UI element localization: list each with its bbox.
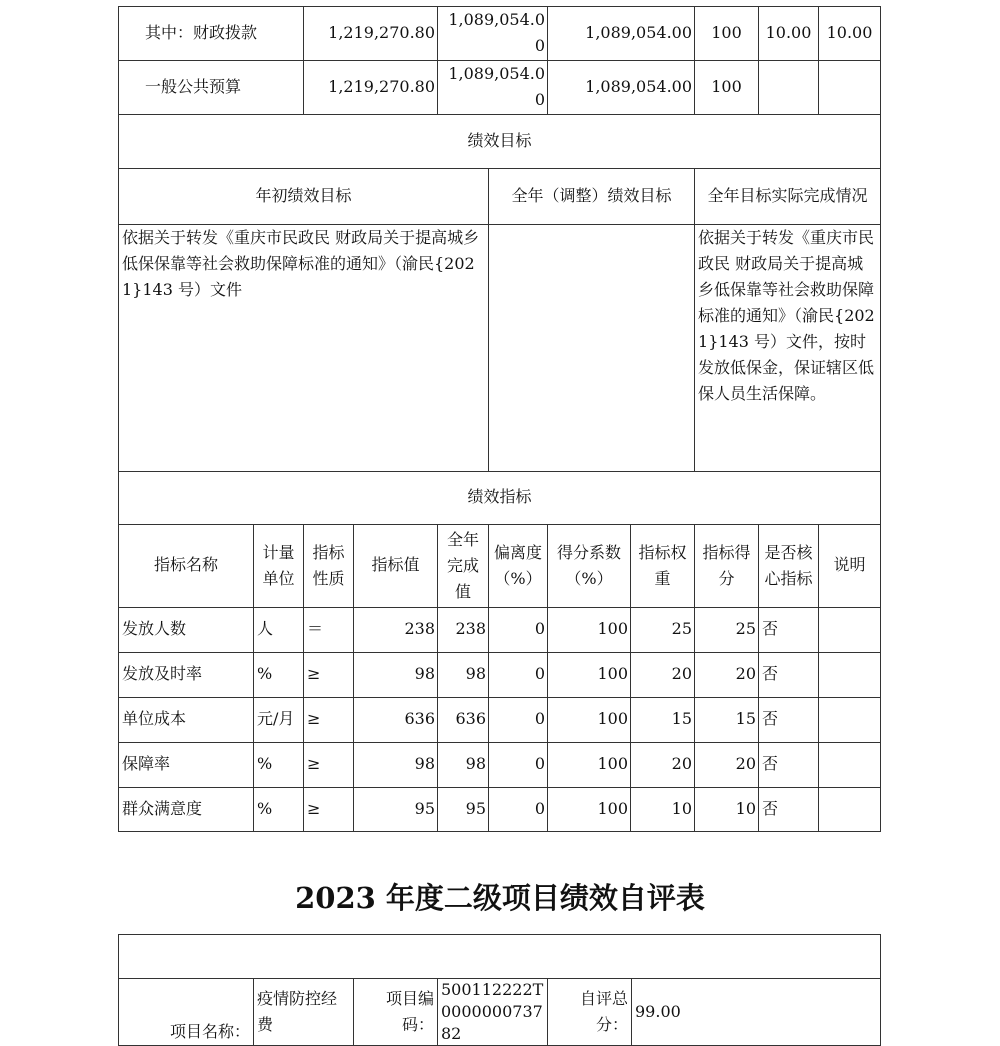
project-info-row	[119, 979, 881, 1046]
funding-row-general	[119, 60, 881, 114]
blank-row	[119, 935, 881, 979]
table-row	[119, 742, 881, 787]
project-code-label: 项目编码：	[354, 979, 438, 1046]
indicator-core: 否	[759, 652, 819, 697]
indicator-weight: 10	[631, 787, 695, 831]
indicator-coefficient: 100	[548, 652, 631, 697]
indicator-core: 否	[759, 742, 819, 787]
header-indicator-name: 指标名称	[119, 524, 254, 607]
indicator-actual: 95	[438, 787, 489, 831]
indicator-nature: ≥	[304, 697, 354, 742]
indicator-target: 238	[354, 607, 438, 652]
project-info-table	[118, 934, 881, 1046]
indicator-name: 群众满意度	[119, 787, 254, 831]
indicator-unit: 元/月	[254, 697, 304, 742]
funding-label: 其中：财政拨款	[119, 7, 304, 61]
header-score: 指标得分	[695, 524, 759, 607]
indicator-actual: 636	[438, 697, 489, 742]
goals-header-row	[119, 168, 881, 224]
goal-actual-text: 依据关于转发《重庆市民政民 财政局关于提高城乡低保靠等社会救助保障标准的通知》（渝民{2021}143 号）文件，按时发放低保金，保证辖区低保人员生活保障。	[695, 224, 881, 471]
indicator-core: 否	[759, 697, 819, 742]
goals-section-title: 绩效目标	[119, 114, 881, 168]
indicator-name: 单位成本	[119, 697, 254, 742]
funding-executed: 1,089,054.00	[548, 7, 695, 61]
indicator-unit: 人	[254, 607, 304, 652]
funding-score: 10.00	[819, 7, 881, 61]
indicator-score: 25	[695, 607, 759, 652]
funding-executed: 1,089,054.00	[548, 60, 695, 114]
indicators-section-title: 绩效指标	[119, 471, 881, 524]
indicator-note	[819, 742, 881, 787]
indicator-note	[819, 652, 881, 697]
header-nature: 指标性质	[304, 524, 354, 607]
goal-adjusted-header: 全年（调整）绩效目标	[489, 168, 695, 224]
goals-section-row	[119, 114, 881, 168]
indicator-coefficient: 100	[548, 607, 631, 652]
indicator-note	[819, 607, 881, 652]
header-note: 说明	[819, 524, 881, 607]
funding-weight	[759, 60, 819, 114]
indicator-name: 发放人数	[119, 607, 254, 652]
indicator-nature: ≥	[304, 742, 354, 787]
header-unit: 计量单位	[254, 524, 304, 607]
header-target: 指标值	[354, 524, 438, 607]
indicator-target: 95	[354, 787, 438, 831]
document-title: 2023 年度二级项目绩效自评表	[295, 881, 705, 915]
indicator-score: 10	[695, 787, 759, 831]
table-row	[119, 607, 881, 652]
indicator-unit: %	[254, 742, 304, 787]
funding-annual: 1,089,054.00	[438, 7, 548, 61]
indicator-name: 发放及时率	[119, 652, 254, 697]
indicators-section-row	[119, 471, 881, 524]
indicator-deviation: 0	[489, 697, 548, 742]
table-row	[119, 652, 881, 697]
funding-rate: 100	[695, 7, 759, 61]
indicator-weight: 25	[631, 607, 695, 652]
indicator-nature: ≥	[304, 787, 354, 831]
indicator-actual: 238	[438, 607, 489, 652]
goal-actual-header: 全年目标实际完成情况	[695, 168, 881, 224]
indicator-deviation: 0	[489, 652, 548, 697]
indicator-target: 636	[354, 697, 438, 742]
indicator-score: 20	[695, 742, 759, 787]
indicator-unit: %	[254, 787, 304, 831]
indicator-coefficient: 100	[548, 787, 631, 831]
indicator-weight: 15	[631, 697, 695, 742]
funding-initial: 1,219,270.80	[304, 7, 438, 61]
indicator-core: 否	[759, 787, 819, 831]
indicator-weight: 20	[631, 742, 695, 787]
indicator-actual: 98	[438, 652, 489, 697]
indicator-unit: %	[254, 652, 304, 697]
project-name-label: 项目名称：	[119, 979, 254, 1046]
header-core: 是否核心指标	[759, 524, 819, 607]
table-row	[119, 787, 881, 831]
indicator-target: 98	[354, 742, 438, 787]
indicator-note	[819, 697, 881, 742]
header-actual: 全年完成值	[438, 524, 489, 607]
self-score-label: 自评总分：	[548, 979, 632, 1046]
table-row	[119, 697, 881, 742]
header-weight: 指标权重	[631, 524, 695, 607]
indicator-weight: 20	[631, 652, 695, 697]
indicator-coefficient: 100	[548, 697, 631, 742]
goal-initial-header: 年初绩效目标	[119, 168, 489, 224]
indicator-deviation: 0	[489, 607, 548, 652]
performance-table	[118, 6, 881, 832]
funding-label: 一般公共预算	[119, 60, 304, 114]
blank-cell	[119, 935, 881, 979]
indicator-nature: ＝	[304, 607, 354, 652]
indicator-nature: ≥	[304, 652, 354, 697]
indicator-score: 20	[695, 652, 759, 697]
funding-row-fiscal	[119, 7, 881, 61]
self-score-value: 99.00	[632, 979, 881, 1046]
indicator-deviation: 0	[489, 787, 548, 831]
indicator-score: 15	[695, 697, 759, 742]
project-code-value: 500112222T000000073782	[438, 979, 548, 1046]
header-coefficient: 得分系数（%）	[548, 524, 631, 607]
funding-rate: 100	[695, 60, 759, 114]
funding-initial: 1,219,270.80	[304, 60, 438, 114]
project-name-value: 疫情防控经费	[254, 979, 354, 1046]
funding-score	[819, 60, 881, 114]
indicators-header-row	[119, 524, 881, 607]
goal-initial-text: 依据关于转发《重庆市民政民 财政局关于提高城乡低保保靠等社会救助保障标准的通知》（渝民{2021}143 号）文件	[119, 224, 489, 471]
indicator-coefficient: 100	[548, 742, 631, 787]
indicator-deviation: 0	[489, 742, 548, 787]
indicator-note	[819, 787, 881, 831]
header-deviation: 偏离度（%）	[489, 524, 548, 607]
goal-adjusted-text	[489, 224, 695, 471]
indicator-name: 保障率	[119, 742, 254, 787]
indicator-target: 98	[354, 652, 438, 697]
funding-weight: 10.00	[759, 7, 819, 61]
goals-content-row	[119, 224, 881, 471]
indicator-actual: 98	[438, 742, 489, 787]
indicator-core: 否	[759, 607, 819, 652]
funding-annual: 1,089,054.00	[438, 60, 548, 114]
